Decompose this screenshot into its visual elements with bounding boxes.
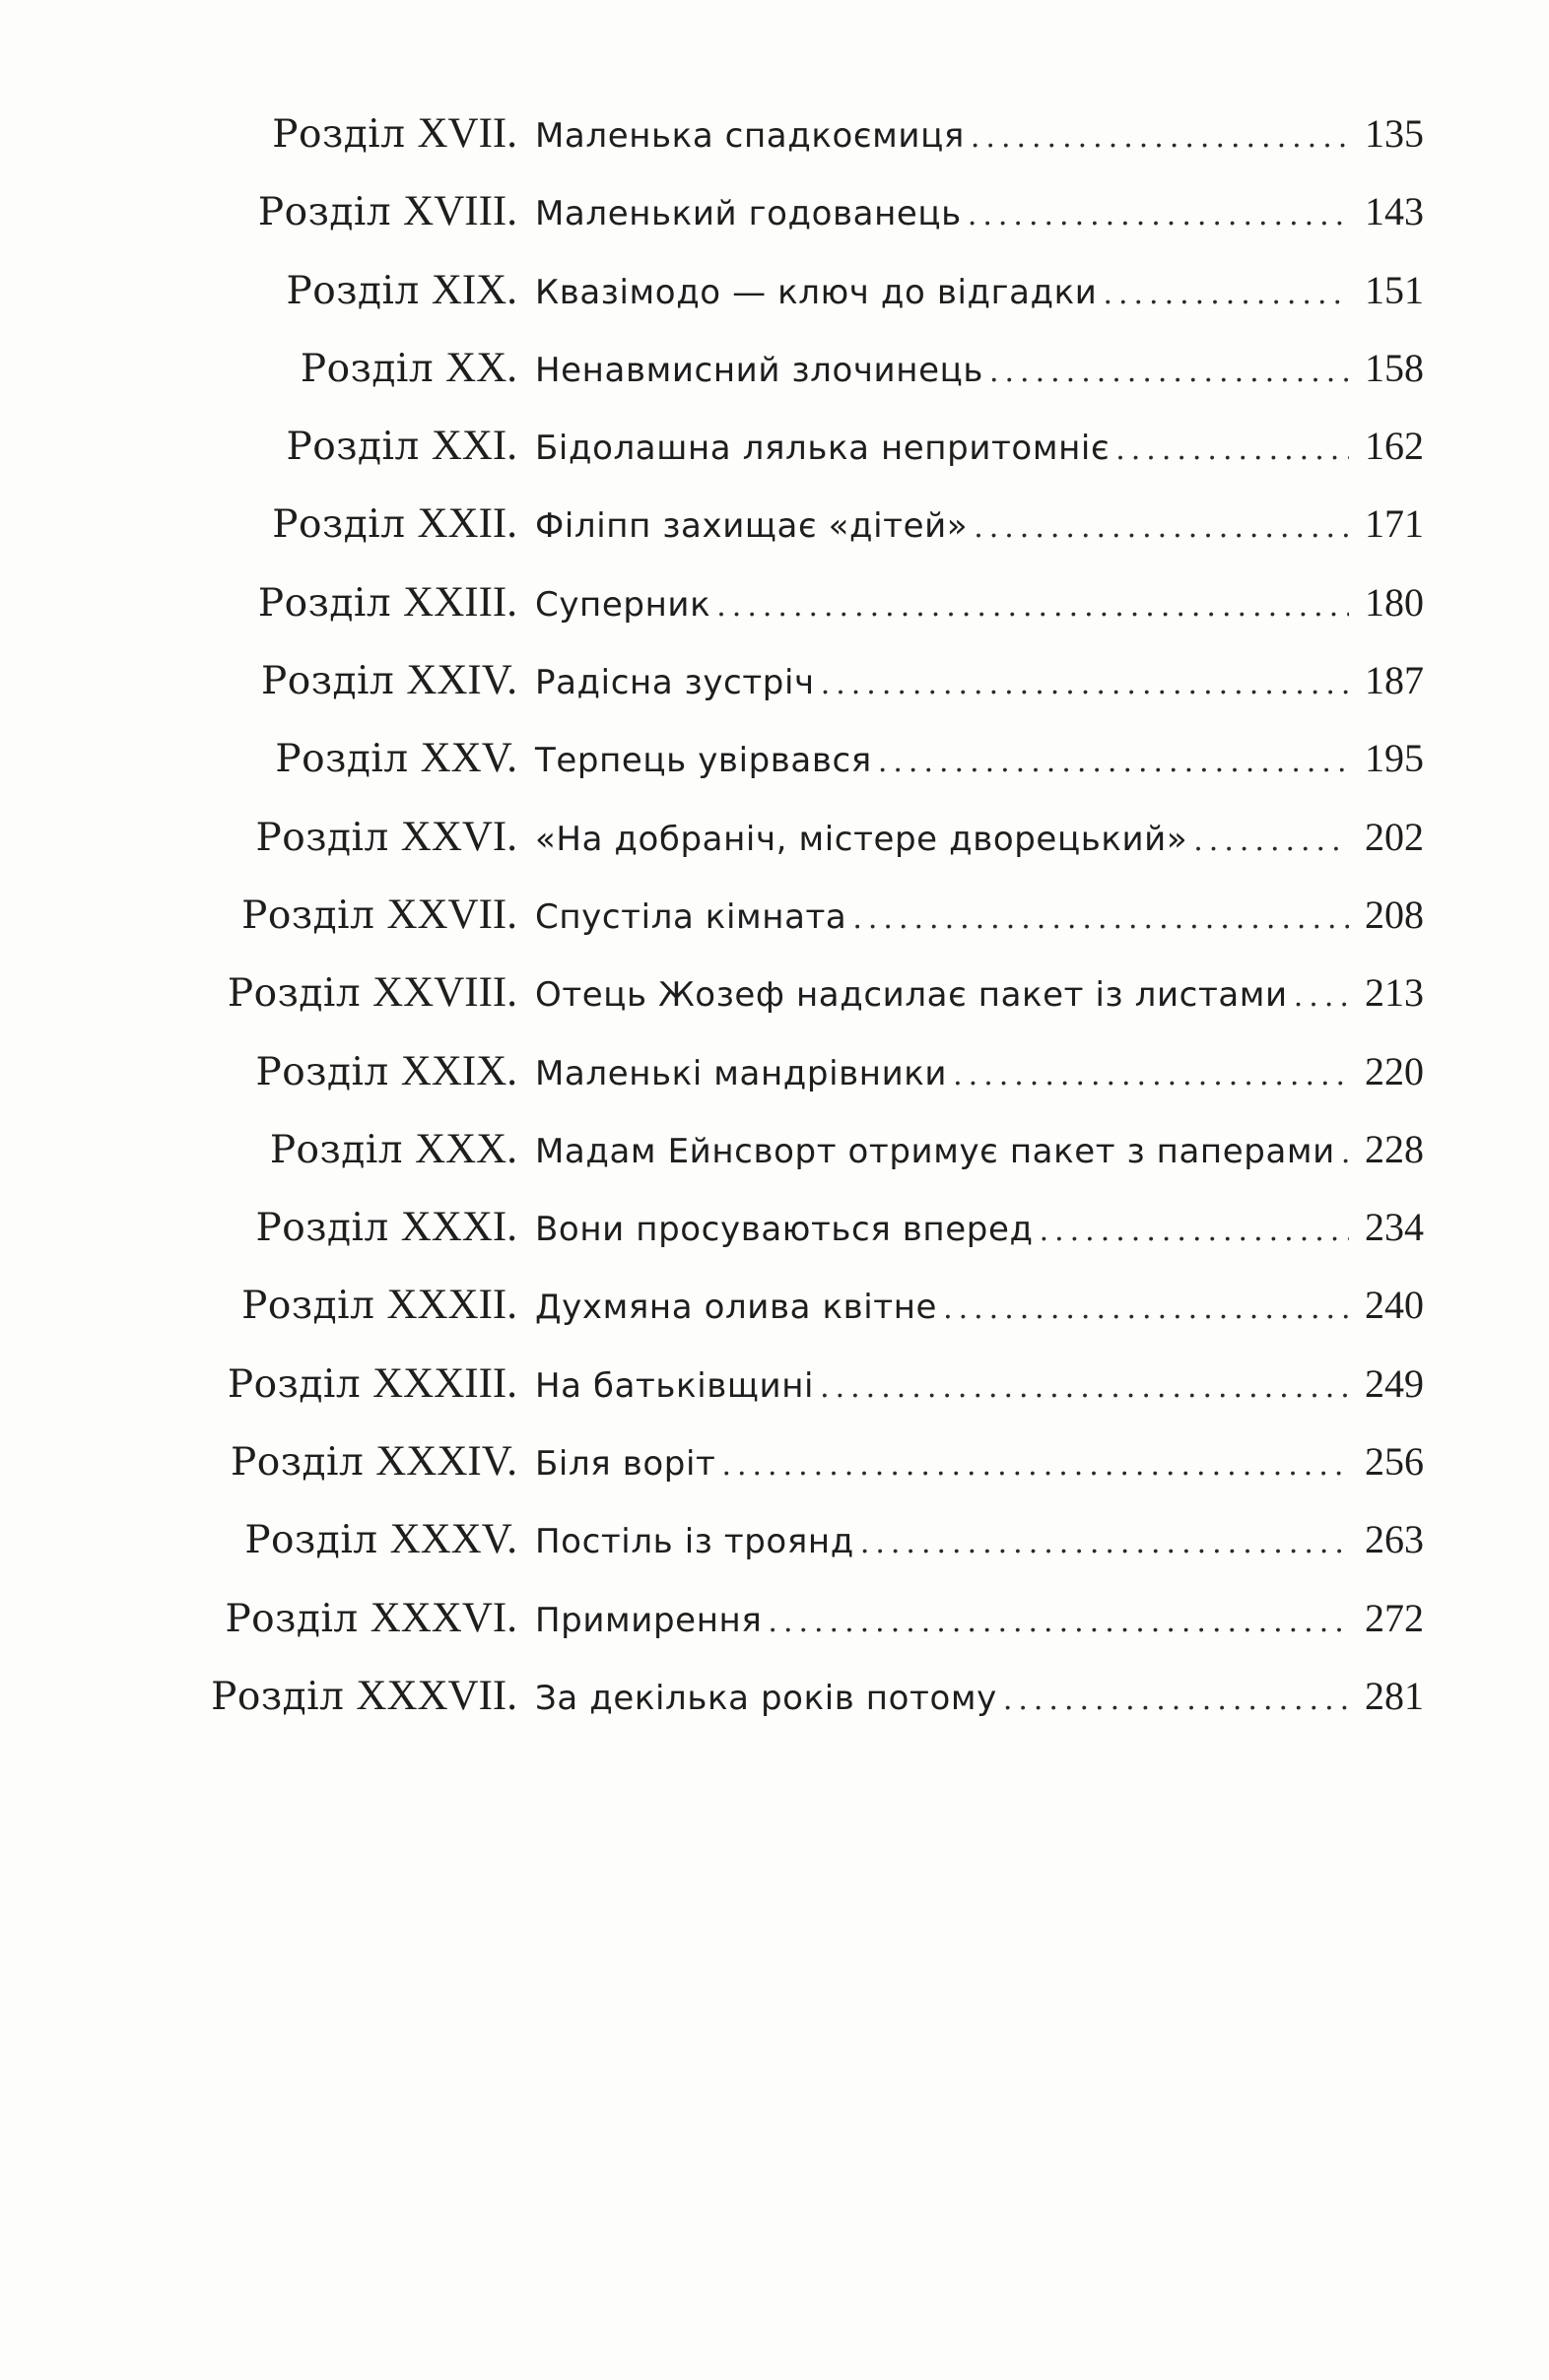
chapter-numeral: XXVI.: [400, 813, 517, 860]
entry-body: [535, 1422, 1424, 1504]
chapter-title: Постіль із троянд: [535, 1522, 854, 1562]
dot-leader: [1103, 255, 1349, 333]
chapter-numeral: XXIV.: [406, 657, 517, 704]
page-number: 208: [1365, 892, 1424, 937]
chapter-numeral: XXXI.: [400, 1204, 517, 1251]
chapter-title: Примирення: [535, 1600, 763, 1640]
chapter-label: [197, 1579, 517, 1658]
chapter-title: Духмяна олива квітне: [535, 1288, 938, 1328]
chapter-label: [197, 95, 517, 173]
entry-body: [535, 954, 1424, 1035]
chapter-word: Розділ: [286, 268, 420, 313]
page-number: 171: [1365, 501, 1424, 547]
toc-entry[interactable]: [197, 1188, 1424, 1266]
toc-entry[interactable]: [197, 641, 1424, 719]
page-number: 180: [1365, 579, 1424, 625]
entry-body: [535, 95, 1424, 176]
page-number: 249: [1365, 1360, 1424, 1406]
toc-entry[interactable]: [197, 407, 1424, 485]
chapter-label: [197, 1266, 517, 1345]
page-number: 158: [1365, 345, 1424, 390]
entry-body: [535, 798, 1424, 880]
chapter-title: Маленькі мандрівники: [535, 1053, 948, 1093]
entry-body: [535, 329, 1424, 411]
chapter-title: Ненавмисний злочинець: [535, 350, 983, 390]
toc-entry[interactable]: [197, 172, 1424, 250]
chapter-word: Розділ: [257, 190, 392, 235]
toc-entry[interactable]: [197, 1657, 1424, 1735]
page-number: 220: [1365, 1048, 1424, 1093]
entry-body: [535, 1657, 1424, 1739]
chapter-numeral: XIX.: [431, 266, 517, 313]
chapter-title: Маленький годованець: [535, 194, 962, 234]
chapter-title: Отець Жозеф надсилає пакет із листами: [535, 975, 1288, 1016]
chapter-numeral: XXXII.: [386, 1282, 517, 1329]
chapter-label: [197, 563, 517, 642]
chapter-title: Маленька спадкоємиця: [535, 116, 965, 156]
toc-entry[interactable]: [197, 954, 1424, 1031]
dot-leader: [989, 333, 1349, 411]
chapter-numeral: XX.: [445, 344, 517, 391]
chapter-numeral: XXXIII.: [372, 1359, 517, 1407]
chapter-title: Квазімодо — ключ до відгадки: [535, 272, 1098, 312]
dot-leader: [852, 880, 1349, 958]
chapter-word: Розділ: [211, 1674, 345, 1719]
chapter-title: «На добраніч, містере дворецький»: [535, 819, 1188, 859]
chapter-word: Розділ: [227, 971, 362, 1017]
chapter-title: Вони просуваються вперед: [535, 1210, 1034, 1250]
page-number: 213: [1365, 970, 1424, 1016]
dot-leader: [1294, 958, 1349, 1035]
chapter-numeral: XXXVII.: [356, 1672, 517, 1719]
entry-body: [535, 1188, 1424, 1270]
entry-body: [535, 1032, 1424, 1114]
entry-body: [535, 172, 1424, 254]
chapter-word: Розділ: [269, 1127, 404, 1172]
entry-body: [535, 251, 1424, 333]
page-number: 195: [1365, 736, 1424, 781]
dot-leader: [1341, 1114, 1349, 1192]
page-number: 202: [1365, 814, 1424, 859]
chapter-label: [197, 1188, 517, 1267]
chapter-numeral: XVIII.: [403, 188, 517, 235]
page-number: 151: [1365, 267, 1424, 312]
chapter-title: За декілька років потому: [535, 1678, 997, 1718]
chapter-title: Терпець увірвався: [535, 741, 872, 781]
toc-entry[interactable]: [197, 798, 1424, 876]
dot-leader: [878, 723, 1349, 801]
chapter-label: [197, 719, 517, 798]
dot-leader: [953, 1036, 1349, 1114]
chapter-title: Біля воріт: [535, 1444, 716, 1485]
chapter-word: Розділ: [255, 1049, 389, 1094]
chapter-word: Розділ: [300, 346, 435, 391]
entry-body: [535, 1345, 1424, 1426]
dot-leader: [971, 99, 1349, 176]
chapter-numeral: XXIX.: [400, 1047, 517, 1094]
chapter-label: [197, 876, 517, 955]
dot-leader: [968, 176, 1349, 254]
page-number: 234: [1365, 1205, 1424, 1250]
chapter-label: [197, 172, 517, 251]
page-number: 263: [1365, 1517, 1424, 1562]
page-number: 240: [1365, 1283, 1424, 1328]
chapter-label: [197, 954, 517, 1032]
toc-entry[interactable]: [197, 485, 1424, 562]
toc-entry[interactable]: [197, 329, 1424, 407]
dot-leader: [1193, 802, 1349, 880]
entry-body: [535, 641, 1424, 723]
page-number: 187: [1365, 658, 1424, 703]
chapter-numeral: XXVIII.: [372, 969, 517, 1017]
entry-body: [535, 563, 1424, 645]
chapter-word: Розділ: [272, 502, 406, 548]
dot-leader: [821, 645, 1349, 723]
entry-body: [535, 485, 1424, 566]
dot-leader: [768, 1583, 1349, 1661]
toc-entry[interactable]: [197, 1579, 1424, 1657]
chapter-label: [197, 407, 517, 486]
chapter-word: Розділ: [286, 425, 420, 470]
entry-body: [535, 1266, 1424, 1348]
page-number: 228: [1365, 1126, 1424, 1171]
chapter-label: [197, 1500, 517, 1579]
chapter-word: Розділ: [241, 892, 375, 938]
chapter-numeral: XXXV.: [389, 1516, 517, 1563]
chapter-title: На батьківщині: [535, 1365, 815, 1406]
dot-leader: [716, 567, 1349, 645]
table-of-contents: [197, 95, 1424, 1735]
entry-body: [535, 407, 1424, 489]
chapter-numeral: XXII.: [417, 500, 517, 548]
chapter-word: Розділ: [241, 1284, 375, 1329]
dot-leader: [974, 489, 1349, 566]
toc-entry[interactable]: [197, 563, 1424, 641]
chapter-numeral: XXIII.: [403, 578, 517, 626]
chapter-word: Розділ: [272, 112, 406, 157]
toc-entry[interactable]: [197, 719, 1424, 797]
toc-entry[interactable]: [197, 251, 1424, 329]
dot-leader: [1003, 1661, 1349, 1739]
chapter-label: [197, 329, 517, 408]
entry-body: [535, 1579, 1424, 1661]
chapter-label: [197, 1032, 517, 1111]
chapter-word: Розділ: [257, 580, 392, 626]
page-number: 135: [1365, 111, 1424, 156]
page-number: 256: [1365, 1439, 1424, 1485]
chapter-label: [197, 1345, 517, 1423]
toc-entry[interactable]: [197, 1110, 1424, 1188]
chapter-word: Розділ: [225, 1596, 359, 1641]
toc-entry[interactable]: [197, 1345, 1424, 1422]
chapter-numeral: XXXIV.: [375, 1438, 517, 1486]
entry-body: [535, 1110, 1424, 1192]
chapter-label: [197, 485, 517, 563]
dot-leader: [1040, 1192, 1349, 1270]
page-number: 272: [1365, 1595, 1424, 1640]
chapter-numeral: XXI.: [431, 423, 517, 470]
chapter-numeral: XXV.: [420, 735, 517, 782]
chapter-word: Розділ: [275, 737, 409, 782]
entry-body: [535, 1500, 1424, 1582]
toc-entry[interactable]: [197, 1422, 1424, 1500]
chapter-title: Мадам Ейнсворт отримує пакет з паперами: [535, 1131, 1335, 1171]
toc-entry[interactable]: [197, 1266, 1424, 1344]
dot-leader: [943, 1270, 1349, 1348]
chapter-word: Розділ: [255, 1206, 389, 1251]
toc-entry[interactable]: [197, 1500, 1424, 1578]
page-number: 162: [1365, 424, 1424, 469]
chapter-word: Розділ: [255, 815, 389, 860]
chapter-word: Розділ: [230, 1440, 365, 1486]
chapter-label: [197, 251, 517, 330]
entry-body: [535, 876, 1424, 958]
chapter-word: Розділ: [244, 1518, 378, 1563]
page-number: 143: [1365, 189, 1424, 234]
chapter-label: [197, 641, 517, 720]
chapter-numeral: XXXVI.: [370, 1594, 517, 1641]
chapter-numeral: XXVII.: [386, 891, 517, 938]
entry-body: [535, 719, 1424, 801]
chapter-label: [197, 1422, 517, 1501]
chapter-title: Бідолашна лялька непритомніє: [535, 429, 1111, 469]
chapter-word: Розділ: [261, 659, 395, 704]
dot-leader: [721, 1426, 1349, 1504]
chapter-title: Спустіла кімната: [535, 896, 847, 937]
toc-entry[interactable]: [197, 876, 1424, 954]
dot-leader: [820, 1349, 1349, 1426]
chapter-numeral: XVII.: [417, 110, 517, 157]
chapter-label: [197, 798, 517, 877]
toc-entry[interactable]: [197, 95, 1424, 172]
chapter-word: Розділ: [227, 1361, 362, 1407]
chapter-title: Радісна зустріч: [535, 663, 815, 703]
chapter-label: [197, 1110, 517, 1189]
chapter-label: [197, 1657, 517, 1736]
toc-entry[interactable]: [197, 1032, 1424, 1110]
dot-leader: [860, 1504, 1349, 1582]
chapter-title: Філіпп захищає «дітей»: [535, 506, 969, 547]
chapter-title: Суперник: [535, 584, 711, 625]
dot-leader: [1115, 411, 1349, 489]
page-number: 281: [1365, 1673, 1424, 1718]
chapter-numeral: XXX.: [415, 1125, 517, 1172]
